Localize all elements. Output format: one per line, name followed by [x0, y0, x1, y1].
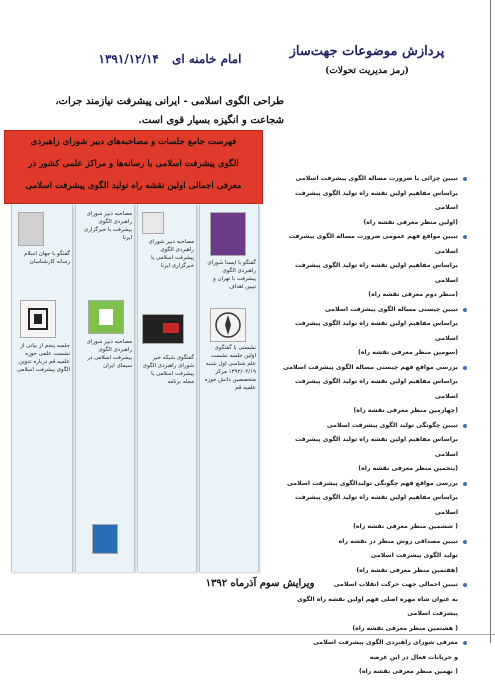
calligraphy-image: [20, 300, 56, 338]
edition-footer: ویرایش سوم آذرماه ۱۳۹۲: [205, 578, 315, 589]
document-title: پردازش موضوعات جهت‌ساز: [289, 44, 445, 59]
thumbnail-image: [210, 212, 246, 256]
list-item-note: ( هشتمین منظر معرفی نقشه راه): [352, 624, 458, 632]
portrait-image: [18, 212, 44, 246]
bullet-icon: [463, 177, 467, 181]
list-item-note: (چهارمین منظر معرفی نقشه راه): [353, 407, 458, 414]
media-caption: مصاحبه دبیر شورای راهبردی الگوی پیشرفت با خبرگزاری ایرنا: [83, 211, 132, 241]
bullet-icon: [463, 540, 467, 544]
red-banner-line-3: معرفی اجمالی اولین نقشه راه تولید الگوی پیشرفت اسلامی: [25, 181, 242, 191]
page-edge-divider: [490, 0, 491, 643]
media-column-2: [137, 204, 197, 572]
thumbnail-image: [142, 212, 164, 234]
broadcast-icon: [143, 315, 183, 343]
iran-logo-image: [92, 524, 118, 554]
list-item-note: (هفتمین منظر معرفی نقشه راه): [356, 566, 458, 574]
list-item-desc: به عنوان شاه مهره اصلی فهم اولین نقشه راه الگوی پیشرفت اسلامی: [297, 595, 458, 617]
bullet-icon: [463, 308, 467, 312]
list-item: [277, 477, 467, 535]
list-item-title: تبیین چگونگی تولید الگوی پیشرفت اسلامی: [326, 421, 458, 429]
media-caption: گفتگو با ایسنا شورای راهبردی الگوی پیشرفت با تهران و تبیین اهداف: [207, 260, 256, 290]
list-item-title: بررسی مواقع فهم چیستی مساله الگوی پیشرفت اسلامی: [282, 363, 458, 371]
red-banner: [4, 130, 263, 204]
bullet-icon: [463, 482, 467, 486]
media-columns: [9, 204, 261, 572]
list-item-note: (سومین منظر معرفی نقشه راه): [357, 349, 458, 356]
list-item-desc: و جریانات فعال در این عرصه: [369, 653, 458, 661]
red-banner-line-1: فهرست جامع جلسات و مصاحبه‌های دبیر شورای راهبردی: [30, 137, 237, 147]
list-item-note: ( نهمین منظر معرفی نقشه راه): [359, 668, 458, 675]
media-column-3: [75, 204, 135, 572]
media-caption: گفتگو با جهان اسلام رسانه کارشناسان: [24, 251, 70, 265]
list-item-desc: براساس مفاهیم اولین نقشه راه تولید الگوی پیشرفت اسلامی: [295, 320, 458, 342]
bullet-icon: [463, 366, 467, 370]
media-caption: گفتگوی شبکه خبر شورای راهبردی الگوی پیشرفت اسلامی با مجله برنامه: [142, 355, 194, 385]
list-item-desc: براساس مفاهیم اولین نقشه راه تولید الگوی پیشرفت اسلامی: [295, 262, 458, 284]
quote-line-1: طراحی الگوی اسلامی - ایرانی پیشرفت نیازمند جرات،: [55, 96, 284, 107]
calligraphy-icon: [21, 301, 55, 337]
attribution-date: ۱۳۹۱/۱۲/۱۴: [98, 52, 159, 66]
list-item-desc: براساس مفاهیم اولین نقشه راه تولید الگوی پیشرفت اسلامی: [295, 436, 458, 458]
media-caption: مصاحبه دبیر شورای راهبردی الگوی پیشرفت اسلامی با خبرگزاری ایرنا: [148, 239, 194, 269]
list-item-desc: تولید الگوی پیشرفت اسلامی: [370, 552, 458, 559]
list-item-title: تبیین چیستی مساله الگوی پیشرفت اسلامی: [324, 305, 458, 313]
media-caption: نشستی با گفتگوی اولین جلسه نشست علم شناسی اول شنبه ۱۳۹۲/۰۲/۱۹ مرکز متخصصین دانش حوزه علمیه قم: [204, 345, 256, 391]
list-item: [277, 419, 467, 477]
list-item: [277, 303, 467, 361]
document-title-block: [277, 44, 457, 76]
list-item-title: معرفی شورای راهبردی الگوی پیشرفت اسلامی: [313, 639, 458, 646]
list-item-title: بررسی مواقع فهم چگونگی تولیدالگوی پیشرفت اسلامی: [286, 479, 458, 487]
emblem-icon: [211, 309, 245, 341]
device-icon: [89, 301, 123, 333]
list-item: [277, 172, 467, 230]
thumbnail-image: [88, 300, 124, 334]
list-item-desc: براساس مفاهیم اولین نقشه راه تولید الگوی پیشرفت اسلامی: [295, 378, 458, 400]
media-caption: مصاحبه دبیر شورای راهبردی الگوی پیشرفت اسلامی در سیمای ایران: [86, 339, 132, 369]
attribution-name: امام خامنه ای: [171, 52, 242, 66]
emblem-image: [210, 308, 246, 342]
list-item: [277, 230, 467, 303]
list-item-title: تبیین اجمالی جهت حرکت انقلاب اسلامی: [333, 581, 458, 588]
topics-list: [277, 172, 467, 680]
list-item-title: تبیین چرائی یا ضرورت مساله الگوی پیشرفت اسلامی: [295, 175, 458, 182]
quote-attribution: [60, 48, 280, 67]
page-bottom-divider: [0, 634, 495, 635]
list-item-note: (اولین منظر معرفی نقشه راه): [363, 218, 458, 226]
media-caption: جلسه پنجم از بیانی از نشست علمی حوزه علمیه قم درباره تدوین الگوی پیشرفت اسلامی: [17, 343, 70, 373]
list-item-note: ( ششمین منظر معرفی نقشه راه): [353, 523, 458, 530]
media-column-1: [199, 204, 259, 572]
quote-text: [14, 92, 284, 130]
quote-line-2: شجاعت و انگیزه بسیار قوی است.: [138, 115, 284, 126]
list-item-title: تبیین مواقع فهم عمومی ضرورت مساله الگوی پیشرفت اسلامی: [288, 233, 458, 255]
bullet-icon: [463, 641, 467, 645]
list-item-note: (منظر دوم معرفی نقشه راه): [368, 291, 458, 298]
bullet-icon: [463, 235, 467, 239]
bullet-icon: [463, 424, 467, 428]
list-item-note: (پنجمین منظر معرفی نقشه راه): [358, 465, 458, 472]
thumbnail-image: [142, 314, 184, 344]
list-item-desc: براساس مفاهیم اولین نقشه راه تولید الگوی پیشرفت اسلامی: [295, 189, 458, 211]
list-item: [277, 361, 467, 419]
list-item: [277, 535, 467, 579]
document-subtitle: (رمز مدیریت تحولات): [325, 66, 409, 76]
media-column-4: [11, 204, 73, 572]
list-item-title: تبیین مصداقی روش منظر در نقشه راه: [338, 537, 458, 545]
red-banner-line-2: الگوی پیشرفت اسلامی با رسانه‌ها و مراکز علمی کشور در: [28, 159, 239, 169]
list-item-desc: براساس مفاهیم اولین نقشه راه تولید الگوی پیشرفت اسلامی: [295, 494, 458, 516]
bullet-icon: [463, 583, 467, 587]
